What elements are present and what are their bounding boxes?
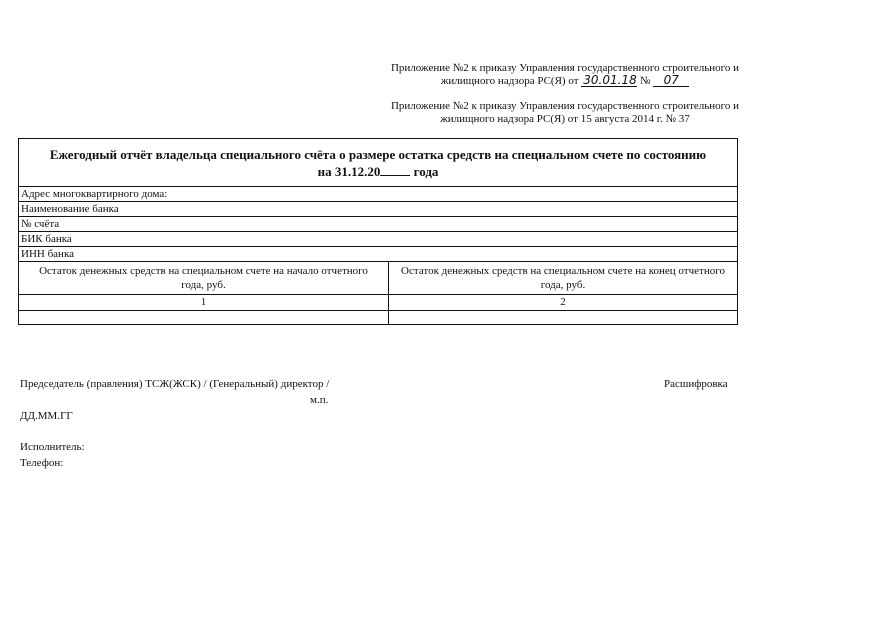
balance-table-numbers	[19, 295, 737, 311]
phone-label: Телефон:	[20, 457, 64, 469]
field-bank-name[interactable]: Наименование банка	[19, 202, 737, 217]
annex-line: Приложение №2 к приказу Управления государственного строительного и	[390, 62, 740, 74]
col-number-1: 1	[19, 295, 389, 310]
start-balance-value-cell[interactable]	[19, 311, 389, 324]
report-date-suffix: года	[410, 164, 439, 179]
annex-line-with-date	[380, 75, 750, 88]
handwritten-date: 30.01.18	[583, 73, 637, 87]
field-bik[interactable]: БИК банка	[19, 232, 737, 247]
executor-label: Исполнитель:	[20, 441, 85, 453]
report-title	[19, 139, 737, 187]
date-format-label: ДД.ММ.ГГ	[20, 410, 73, 422]
col-end-balance-header: Остаток денежных средств на специальном счете на конец отчетного года, руб.	[401, 265, 725, 291]
field-address[interactable]: Адрес многоквартирного дома:	[19, 187, 737, 202]
chairman-label: Председатель (правления) ТСЖ(ЖСК) / (Генеральный) директор /	[20, 378, 330, 390]
report-title-line1: Ежегодный отчёт владельца специального счёта о размере остатка средств на специальном счете по состоянию	[49, 147, 707, 162]
annex-header-printed	[380, 100, 750, 126]
number-sign: №	[640, 75, 651, 87]
field-account-number[interactable]: № счёта	[19, 217, 737, 232]
report-form	[18, 138, 738, 325]
handwritten-number: 07	[653, 75, 689, 87]
annex-header-handwritten	[380, 62, 750, 88]
report-date-prefix: на 31.12.20	[317, 164, 381, 179]
annex-line-prefix: жилищного надзора РС(Я) от	[440, 75, 579, 87]
field-inn[interactable]: ИНН банка	[19, 247, 737, 262]
report-title-line2	[25, 163, 731, 180]
col-number-2: 2	[560, 296, 566, 308]
col-start-balance-header: Остаток денежных средств на специальном счете на начало отчетного года, руб.	[19, 262, 389, 294]
annex-line: Приложение №2 к приказу Управления государственного строительного и	[390, 100, 740, 112]
year-blank-field[interactable]	[380, 163, 410, 176]
annex-line: жилищного надзора РС(Я) от 15 августа 2014 г. № 37	[440, 113, 690, 125]
stamp-label: м.п.	[310, 394, 329, 406]
decoding-label: Расшифровка	[664, 378, 728, 390]
balance-table-values	[19, 311, 737, 324]
end-balance-value-cell[interactable]	[389, 311, 737, 324]
balance-table-header	[19, 262, 737, 295]
